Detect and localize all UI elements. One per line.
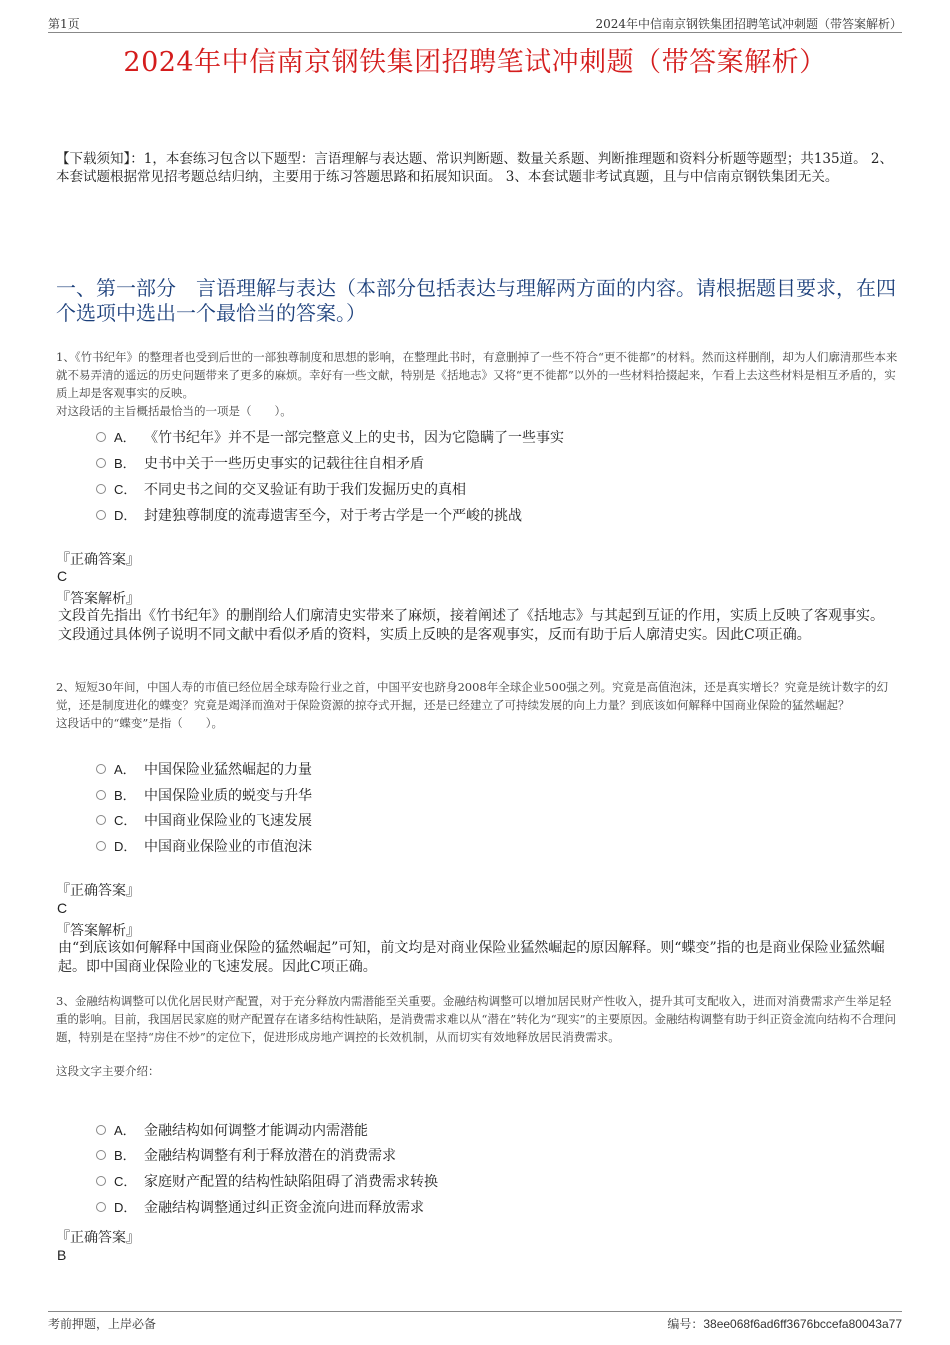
radio-icon[interactable]	[96, 510, 106, 520]
option-text: 中国商业保险业的市值泡沫	[144, 839, 312, 855]
radio-icon[interactable]	[96, 764, 106, 774]
analysis-label: 『答案解析』	[56, 591, 140, 607]
option-text: 金融结构调整有利于释放潜在的消费需求	[144, 1148, 396, 1164]
option-b[interactable]: B． 金融结构调整有利于释放潜在的消费需求	[96, 1146, 396, 1166]
option-text: 封建独尊制度的流毒遗害至今，对于考古学是一个严峻的挑战	[144, 508, 522, 524]
radio-icon[interactable]	[96, 1125, 106, 1135]
question-1	[56, 348, 900, 420]
question-3	[56, 992, 900, 1080]
answer-label: 『正确答案』	[56, 552, 140, 568]
radio-icon[interactable]	[96, 1176, 106, 1186]
radio-icon[interactable]	[96, 1150, 106, 1160]
option-a[interactable]: A． 《竹书纪年》并不是一部完整意义上的史书，因为它隐瞒了一些事实	[96, 428, 564, 448]
option-c[interactable]: C． 不同史书之间的交叉验证有助于我们发掘历史的真相	[96, 480, 466, 500]
page-footer	[48, 1311, 902, 1332]
answer-label: 『正确答案』	[56, 1230, 140, 1246]
footer-slogan: 考前押题，上岸必备	[48, 1317, 157, 1331]
question-stem: 3、金融结构调整可以优化居民财产配置，对于充分释放内需潜能至关重要。金融结构调整可以增加居民财产性收入，提升其可支配收入，进而对消费需求产生举足轻重的影响。目前，我国居民家庭的财产配置存在诸多结构性缺陷，是消费需求难以从“潜在”转化为“现实”的主要原因。金融结构调整有助于纠正资金流向结构不合理问题，特别是在坚持“房住不炒”的定位下，促进形成房地产调控的长效机制，从而切实有效地释放居民消费需求。	[56, 994, 897, 1044]
question-prompt: 这段文字主要介绍：	[56, 1064, 160, 1078]
option-text: 不同史书之间的交叉验证有助于我们发掘历史的真相	[144, 482, 466, 498]
option-d[interactable]: D． 封建独尊制度的流毒遗害至今，对于考古学是一个严峻的挑战	[96, 506, 522, 526]
option-text: 金融结构调整通过纠正资金流向进而释放需求	[144, 1200, 424, 1216]
radio-icon[interactable]	[96, 815, 106, 825]
radio-icon[interactable]	[96, 1202, 106, 1212]
answer-value: C	[57, 568, 68, 584]
option-a[interactable]: A． 中国保险业猛然崛起的力量	[96, 760, 312, 780]
option-b[interactable]: B． 史书中关于一些历史事实的记载往往自相矛盾	[96, 454, 424, 474]
header-doc-title: 2024年中信南京钢铁集团招聘笔试冲刺题（带答案解析）	[595, 17, 902, 31]
section-heading: 一、第一部分 言语理解与表达（本部分包括表达与理解两方面的内容。请根据题目要求，在四个选项中选出一个最恰当的答案。）	[56, 276, 896, 325]
option-text: 中国商业保险业的飞速发展	[144, 813, 312, 829]
analysis-text: 文段首先指出《竹书纪年》的删削给人们廓清史实带来了麻烦，接着阐述了《括地志》与其起到互证的作用，实质上反映了客观事实。文段通过具体例子说明不同文献中看似矛盾的资料，实质上反映的是客观事实，反而有助于后人廓清史实。因此C项正确。	[58, 608, 884, 643]
analysis-label: 『答案解析』	[56, 923, 140, 939]
option-text: 《竹书纪年》并不是一部完整意义上的史书，因为它隐瞒了一些事实	[144, 430, 564, 446]
option-d[interactable]: D． 金融结构调整通过纠正资金流向进而释放需求	[96, 1198, 424, 1218]
radio-icon[interactable]	[96, 458, 106, 468]
option-text: 中国保险业质的蜕变与升华	[144, 788, 312, 804]
question-prompt: 这段话中的“蝶变”是指（ ）。	[56, 716, 224, 730]
page-header	[48, 12, 902, 33]
radio-icon[interactable]	[96, 432, 106, 442]
code-value: 38ee068f6ad6ff3676bccefa80043a77	[703, 1317, 902, 1331]
page-title: 2024年中信南京钢铁集团招聘笔试冲刺题（带答案解析）	[123, 47, 827, 78]
option-d[interactable]: D． 中国商业保险业的市值泡沫	[96, 837, 312, 857]
code-label: 编号：	[667, 1317, 704, 1331]
option-a[interactable]: A． 金融结构如何调整才能调动内需潜能	[96, 1121, 368, 1141]
radio-icon[interactable]	[96, 790, 106, 800]
question-2	[56, 678, 900, 732]
option-text: 史书中关于一些历史事实的记载往往自相矛盾	[144, 456, 424, 472]
option-b[interactable]: B． 中国保险业质的蜕变与升华	[96, 786, 312, 806]
question-prompt: 对这段话的主旨概括最恰当的一项是（ ）。	[56, 404, 292, 418]
radio-icon[interactable]	[96, 841, 106, 851]
radio-icon[interactable]	[96, 484, 106, 494]
option-text: 家庭财产配置的结构性缺陷阻碍了消费需求转换	[144, 1174, 438, 1190]
answer-value: C	[57, 900, 68, 916]
page-number: 第1页	[48, 17, 80, 31]
answer-label: 『正确答案』	[56, 883, 140, 899]
option-c[interactable]: C． 中国商业保险业的飞速发展	[96, 811, 312, 831]
option-text: 金融结构如何调整才能调动内需潜能	[144, 1123, 368, 1139]
analysis-text: 由“到底该如何解释中国商业保险的猛然崛起”可知，前文均是对商业保险业猛然崛起的原因解释。则“蝶变”指的也是商业保险业猛然崛起。即中国商业保险业的飞速发展。因此C项正确。	[58, 940, 885, 975]
answer-value: B	[57, 1247, 67, 1263]
question-stem: 1、《竹书纪年》的整理者也受到后世的一部独尊制度和思想的影响，在整理此书时，有意删掉了一些不符合“更不徙都”的材料。然而这样删削，却为人们廓清那些本来就不易弄清的遥远的历史问题带来了更多的麻烦。幸好有一些文献，特别是《括地志》又将“更不徙都”以外的一些材料拾掇起来，乍看上去这些材料是相互矛盾的，实质上却是客观事实的反映。	[56, 350, 898, 400]
download-notice: 【下载须知】：1，本套练习包含以下题型：言语理解与表达题、常识判断题、数量关系题、判断推理题和资料分析题等题型；共135道。 2、本套试题根据常见招考题总结归纳，主要用于练习答题思路和拓展知识面。 3、本套试题非考试真题，且与中信南京钢铁集团无关。	[56, 151, 893, 185]
question-stem: 2、短短30年间，中国人寿的市值已经位居全球寿险行业之首，中国平安也跻身2008年全球企业500强之列。究竟是高值泡沫，还是真实增长？究竟是统计数字的幻觉，还是制度进化的蝶变？究竟是竭泽而渔对于保险资源的掠夺式开掘，还是已经建立了可持续发展的向上力量？到底该如何解释中国商业保险的猛然崛起？	[56, 680, 889, 712]
option-text: 中国保险业猛然崛起的力量	[144, 762, 312, 778]
footer-code	[667, 1315, 902, 1332]
option-c[interactable]: C． 家庭财产配置的结构性缺陷阻碍了消费需求转换	[96, 1172, 438, 1192]
